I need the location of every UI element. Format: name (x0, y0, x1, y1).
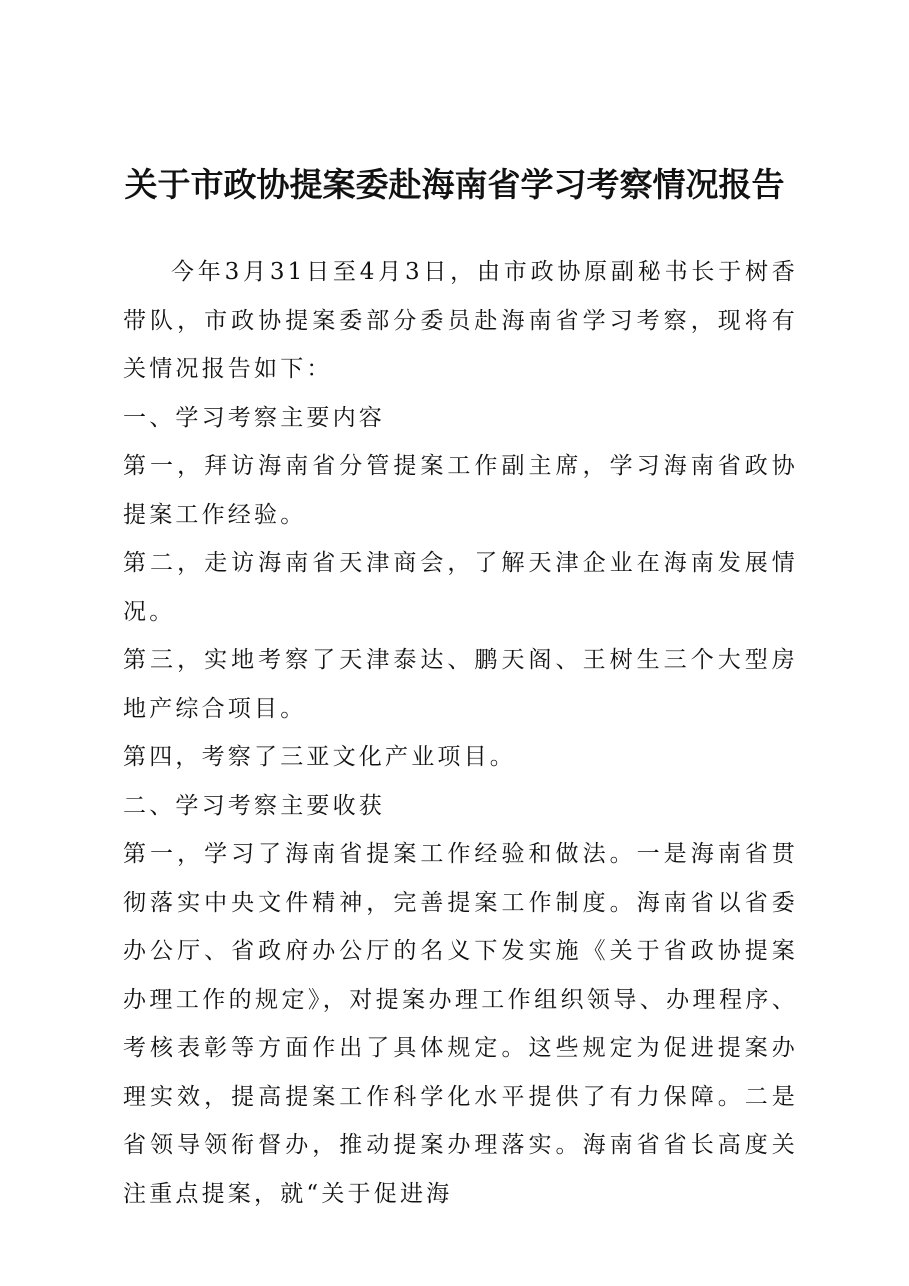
paragraph-item-2: 第二，走访海南省天津商会，了解天津企业在海南发展情况。 (123, 550, 798, 625)
document-title: 关于市政协提案委赴海南省学习考察情况报告 (124, 165, 785, 204)
section-heading-1: 一、学习考察主要内容 (123, 404, 385, 431)
document-body (123, 248, 798, 1218)
paragraph-intro: 今年3月31日至4月3日，由市政协原副秘书长于树香带队，市政协提案委部分委员赴海南省学习考察，现将有关情况报告如下： (123, 259, 798, 382)
section-heading-2: 二、学习考察主要收获 (123, 792, 385, 819)
paragraph-item-4: 第四，考察了三亚文化产业项目。 (123, 744, 516, 770)
paragraph-item-1: 第一，拜访海南省分管提案工作副主席，学习海南省政协提案工作经验。 (123, 453, 798, 528)
paragraph-gains-1: 第一，学习了海南省提案工作经验和做法。一是海南省贯彻落实中央文件精神，完善提案工作制度。海南省以省委办公厅、省政府办公厅的名义下发实施《关于省政协提案办理工作的规定》，对提案办理工作组织领导、办理程序、考核表彰等方面作出了具体规定。这些规定为促进提案办理实效，提高提案工作科学化水平提供了有力保障。二是省领导领衔督办，推动提案办理落实。海南省省长高度关注重点提案，就“关于促进海 (123, 841, 798, 1207)
paragraph-item-3: 第三，实地考察了天津泰达、鹏天阁、王树生三个大型房地产综合项目。 (123, 647, 798, 722)
